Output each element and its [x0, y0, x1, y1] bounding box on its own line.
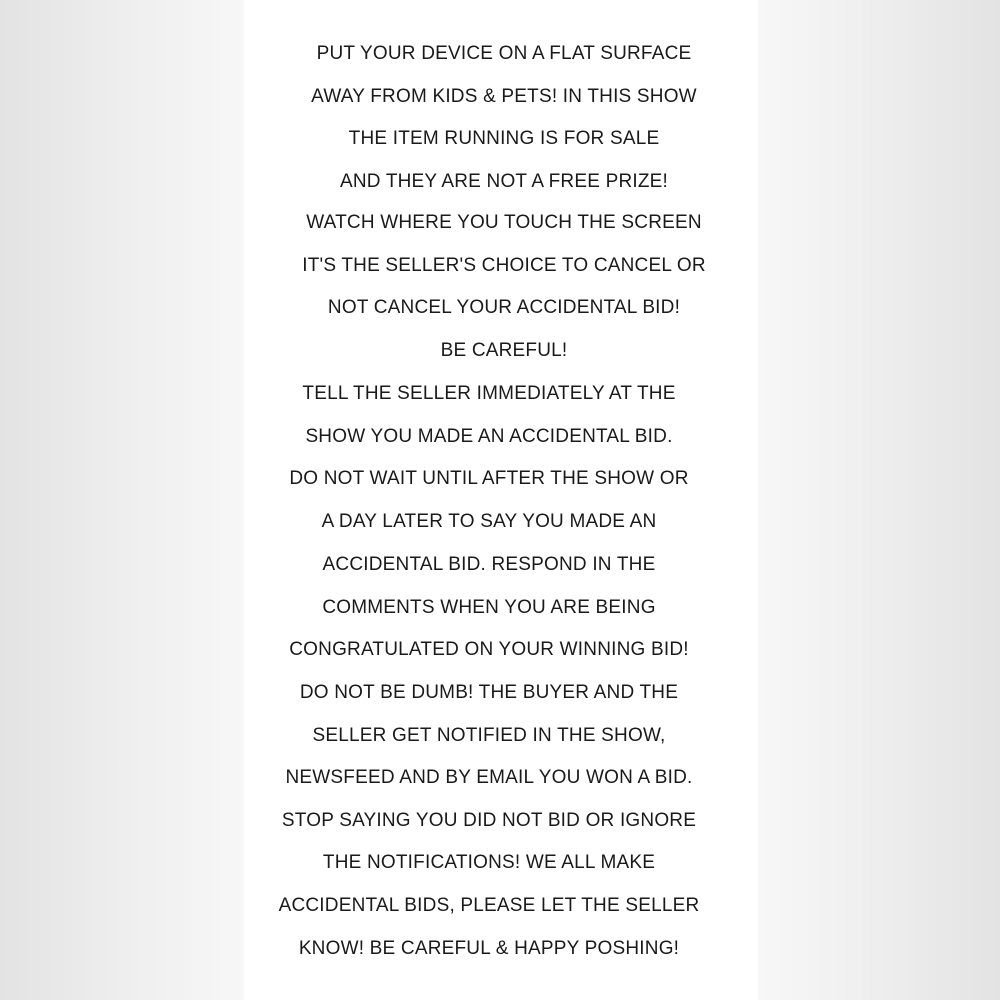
notice-line: KNOW! BE CAREFUL & HAPPY POSHING! — [298, 938, 680, 959]
notice-line: THE ITEM RUNNING IS FOR SALE — [348, 128, 660, 149]
notice-line: STOP SAYING YOU DID NOT BID OR IGNORE — [281, 810, 697, 831]
notice-line: PUT YOUR DEVICE ON A FLAT SURFACE — [316, 43, 692, 64]
notice-line: BE CAREFUL! — [440, 340, 568, 361]
notice-line: NEWSFEED AND BY EMAIL YOU WON A BID. — [285, 767, 693, 788]
notice-line: TELL THE SELLER IMMEDIATELY AT THE — [302, 383, 676, 404]
notice-line: DO NOT BE DUMB! THE BUYER AND THE — [299, 682, 679, 703]
notice-line: IT'S THE SELLER'S CHOICE TO CANCEL OR — [302, 255, 706, 276]
notice-line: ACCIDENTAL BID. RESPOND IN THE — [322, 554, 656, 575]
notice-line: AND THEY ARE NOT A FREE PRIZE! — [339, 171, 669, 192]
notice-line: CONGRATULATED ON YOUR WINNING BID! — [289, 639, 689, 660]
notice-line: COMMENTS WHEN YOU ARE BEING — [322, 597, 656, 618]
notice-line: NOT CANCEL YOUR ACCIDENTAL BID! — [327, 297, 681, 318]
notice-card — [244, 0, 758, 1000]
notice-line: AWAY FROM KIDS & PETS! IN THIS SHOW — [311, 86, 697, 107]
notice-line: SELLER GET NOTIFIED IN THE SHOW, — [312, 725, 666, 746]
notice-line: ACCIDENTAL BIDS, PLEASE LET THE SELLER — [278, 895, 700, 916]
notice-line: A DAY LATER TO SAY YOU MADE AN — [321, 511, 657, 532]
notice-line: THE NOTIFICATIONS! WE ALL MAKE — [322, 852, 656, 873]
notice-line: SHOW YOU MADE AN ACCIDENTAL BID. — [305, 426, 673, 447]
right-background — [758, 0, 1000, 1000]
notice-line: DO NOT WAIT UNTIL AFTER THE SHOW OR — [289, 468, 689, 489]
left-background — [0, 0, 244, 1000]
notice-line: WATCH WHERE YOU TOUCH THE SCREEN — [306, 212, 702, 233]
